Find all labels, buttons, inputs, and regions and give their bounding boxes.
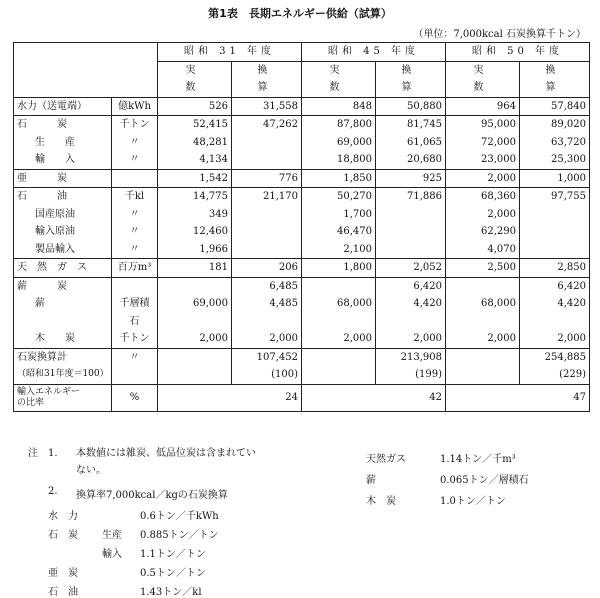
converted-45: 4,420 bbox=[376, 295, 446, 330]
table-row bbox=[14, 188, 590, 206]
conversion-sub: 輸入 bbox=[102, 549, 122, 560]
note-1-number: 注 1. bbox=[28, 448, 58, 459]
converted-45: 81,745 bbox=[376, 116, 446, 134]
row-label bbox=[14, 97, 112, 116]
conversion-sub: 生産 bbox=[102, 530, 122, 541]
note-1-text-cont: ない。 bbox=[76, 465, 106, 476]
row-label-text: 輸入原油 bbox=[35, 226, 75, 237]
actual-45: 1,800 bbox=[302, 259, 376, 278]
row-label bbox=[14, 259, 112, 278]
import-ratio-50: 47 bbox=[446, 384, 590, 411]
table-row bbox=[14, 169, 590, 188]
actual-50: 23,000 bbox=[446, 151, 520, 169]
actual-31: 69,000 bbox=[158, 295, 232, 330]
conversion-value: 0.5トン／トン bbox=[140, 568, 206, 579]
header-converted-45: 換 算 bbox=[376, 61, 446, 97]
energy-supply-table bbox=[13, 42, 600, 412]
conversion-name: 水 力 bbox=[48, 511, 78, 522]
actual-31: 1,542 bbox=[158, 169, 232, 188]
note-1-text: 本数値には雑炭、低品位炭は含まれてい bbox=[76, 448, 256, 459]
converted-31: 47,262 bbox=[232, 116, 302, 134]
row-unit: 〃 bbox=[112, 206, 158, 224]
note-2-text: 換算率7,000kcal／kgの石炭換算 bbox=[76, 490, 228, 501]
conversion-name: 石 油 bbox=[48, 587, 78, 598]
index-actual-31 bbox=[158, 366, 232, 384]
actual-50: 2,000 bbox=[446, 169, 520, 188]
converted-50 bbox=[520, 241, 590, 259]
converted-45: 925 bbox=[376, 169, 446, 188]
row-label bbox=[14, 330, 112, 348]
table-row bbox=[14, 116, 590, 134]
conversion-name: 亜 炭 bbox=[48, 568, 78, 579]
table-row bbox=[14, 206, 590, 224]
converted-31: 4,485 bbox=[232, 295, 302, 330]
actual-45: 46,470 bbox=[302, 223, 376, 241]
header-year-45: 昭和 45 年度 bbox=[302, 43, 446, 62]
row-label bbox=[14, 223, 112, 241]
import-ratio-label-2: の比率 bbox=[17, 397, 45, 408]
converted-50: 6,420 bbox=[520, 277, 590, 295]
actual-31: 4,134 bbox=[158, 151, 232, 169]
conversion-value: 1.1トン／トン bbox=[140, 549, 206, 560]
header-actual-45: 実 数 bbox=[302, 61, 376, 97]
actual-50: 68,360 bbox=[446, 188, 520, 206]
actual-31: 526 bbox=[158, 97, 232, 116]
index-label: （昭和31年度＝100） bbox=[14, 366, 112, 384]
actual-50: 2,500 bbox=[446, 259, 520, 278]
row-unit bbox=[112, 169, 158, 188]
import-ratio-row bbox=[14, 384, 590, 411]
row-unit: 〃 bbox=[112, 151, 158, 169]
actual-45: 848 bbox=[302, 97, 376, 116]
index-actual-45 bbox=[302, 366, 376, 384]
row-unit bbox=[112, 277, 158, 295]
actual-31: 52,415 bbox=[158, 116, 232, 134]
conversion-value: 0.6トン／千kWh bbox=[140, 511, 219, 522]
header-actual-50: 実 数 bbox=[446, 61, 520, 97]
actual-31: 48,281 bbox=[158, 134, 232, 152]
converted-31: 2,000 bbox=[232, 330, 302, 348]
converted-45: 20,680 bbox=[376, 151, 446, 169]
index-actual-50 bbox=[446, 366, 520, 384]
converted-45: 2,052 bbox=[376, 259, 446, 278]
row-unit: 千トン bbox=[112, 330, 158, 348]
row-label bbox=[14, 116, 112, 134]
actual-50: 964 bbox=[446, 97, 520, 116]
actual-50: 95,000 bbox=[446, 116, 520, 134]
import-ratio-31: 24 bbox=[158, 384, 302, 411]
actual-31: 1,966 bbox=[158, 241, 232, 259]
actual-31: 14,775 bbox=[158, 188, 232, 206]
total-converted-50: 254,885 bbox=[520, 348, 590, 366]
total-actual-31 bbox=[158, 348, 232, 366]
actual-31: 12,460 bbox=[158, 223, 232, 241]
actual-50 bbox=[446, 277, 520, 295]
actual-50: 62,290 bbox=[446, 223, 520, 241]
table-row bbox=[14, 277, 590, 295]
table-row bbox=[14, 295, 590, 330]
converted-45 bbox=[376, 241, 446, 259]
converted-31: 21,170 bbox=[232, 188, 302, 206]
converted-31: 31,558 bbox=[232, 97, 302, 116]
total-actual-50 bbox=[446, 348, 520, 366]
header-blank bbox=[14, 43, 158, 98]
conversion-name: 天然ガス bbox=[366, 454, 406, 465]
row-label-text: 石 炭 bbox=[17, 119, 67, 130]
row-label-text: 国産原油 bbox=[35, 208, 75, 220]
converted-31: 776 bbox=[232, 169, 302, 188]
table-row bbox=[14, 330, 590, 348]
converted-45 bbox=[376, 223, 446, 241]
actual-45: 2,100 bbox=[302, 241, 376, 259]
header-converted-50: 換 算 bbox=[520, 61, 590, 97]
conversion-value: 1.14トン／千m³ bbox=[440, 454, 516, 465]
total-actual-45 bbox=[302, 348, 376, 366]
row-label-text: 木 炭 bbox=[35, 333, 75, 344]
table-row bbox=[14, 259, 590, 278]
table-row bbox=[14, 134, 590, 152]
row-label-text: 薪 bbox=[35, 298, 45, 309]
row-unit: 〃 bbox=[112, 134, 158, 152]
index-45: (199) bbox=[376, 366, 446, 384]
row-label-text: 水力（送電端） bbox=[17, 100, 87, 112]
converted-45: 71,886 bbox=[376, 188, 446, 206]
note-2-number: 2. bbox=[48, 486, 58, 497]
row-unit: 百万m³ bbox=[112, 259, 158, 278]
actual-50: 2,000 bbox=[446, 330, 520, 348]
row-label-text: 生 産 bbox=[35, 136, 75, 148]
converted-31 bbox=[232, 206, 302, 224]
converted-45: 6,420 bbox=[376, 277, 446, 295]
header-actual-31: 実 数 bbox=[158, 61, 232, 97]
total-unit: 〃 bbox=[112, 348, 158, 366]
converted-50: 1,000 bbox=[520, 169, 590, 188]
index-row bbox=[14, 366, 590, 384]
import-ratio-unit: % bbox=[112, 384, 158, 411]
conversion-value: 1.0トン／トン bbox=[440, 496, 506, 507]
row-label-text: 輸 入 bbox=[35, 154, 75, 165]
conversion-value: 1.43トン／kl bbox=[140, 587, 202, 598]
actual-31 bbox=[158, 277, 232, 295]
row-unit: 〃 bbox=[112, 241, 158, 259]
row-unit: 〃 bbox=[112, 223, 158, 241]
table-row bbox=[14, 241, 590, 259]
conversion-value: 0.065トン／層積石 bbox=[440, 475, 529, 486]
actual-50: 2,000 bbox=[446, 206, 520, 224]
index-unit bbox=[112, 366, 158, 384]
actual-45: 1,850 bbox=[302, 169, 376, 188]
index-31: (100) bbox=[232, 366, 302, 384]
converted-50: 89,020 bbox=[520, 116, 590, 134]
actual-45: 2,000 bbox=[302, 330, 376, 348]
converted-50: 25,300 bbox=[520, 151, 590, 169]
conversion-name: 木 炭 bbox=[366, 496, 396, 507]
header-year-50: 昭和 50 年度 bbox=[446, 43, 590, 62]
converted-31 bbox=[232, 134, 302, 152]
actual-45: 69,000 bbox=[302, 134, 376, 152]
row-label bbox=[14, 169, 112, 188]
row-label-text: 石 油 bbox=[17, 191, 67, 202]
header-row-years bbox=[14, 43, 590, 62]
actual-31: 181 bbox=[158, 259, 232, 278]
table-row bbox=[14, 151, 590, 169]
converted-50: 57,840 bbox=[520, 97, 590, 116]
table-title: 第1表 長期エネルギー供給（試算） bbox=[208, 7, 392, 20]
converted-45 bbox=[376, 206, 446, 224]
actual-50: 4,070 bbox=[446, 241, 520, 259]
actual-45: 1,700 bbox=[302, 206, 376, 224]
actual-45: 68,000 bbox=[302, 295, 376, 330]
row-label bbox=[14, 206, 112, 224]
conversion-name: 薪 bbox=[366, 475, 376, 486]
total-row bbox=[14, 348, 590, 366]
index-50: (229) bbox=[520, 366, 590, 384]
actual-45: 18,800 bbox=[302, 151, 376, 169]
converted-31 bbox=[232, 223, 302, 241]
actual-45: 87,800 bbox=[302, 116, 376, 134]
conversion-name: 石 炭 bbox=[48, 530, 78, 541]
table-row bbox=[14, 97, 590, 116]
converted-45: 2,000 bbox=[376, 330, 446, 348]
row-unit: 億kWh bbox=[112, 97, 158, 116]
total-converted-45: 213,908 bbox=[376, 348, 446, 366]
header-converted-31: 換 算 bbox=[232, 61, 302, 97]
converted-31: 6,485 bbox=[232, 277, 302, 295]
row-label-text: 天 然 ガ ス bbox=[17, 262, 87, 273]
actual-31: 349 bbox=[158, 206, 232, 224]
table-row bbox=[14, 223, 590, 241]
converted-31 bbox=[232, 151, 302, 169]
converted-45: 61,065 bbox=[376, 134, 446, 152]
row-label bbox=[14, 188, 112, 206]
row-label bbox=[14, 241, 112, 259]
row-label-text: 製品輸入 bbox=[35, 243, 75, 255]
converted-50 bbox=[520, 223, 590, 241]
total-label: 石炭換算計 bbox=[14, 348, 112, 366]
converted-31 bbox=[232, 241, 302, 259]
import-ratio-label bbox=[14, 384, 112, 411]
row-unit: 千トン bbox=[112, 116, 158, 134]
converted-31: 206 bbox=[232, 259, 302, 278]
row-label bbox=[14, 151, 112, 169]
actual-31: 2,000 bbox=[158, 330, 232, 348]
row-label-text: 薪 炭 bbox=[17, 280, 67, 292]
converted-50: 4,420 bbox=[520, 295, 590, 330]
row-label bbox=[14, 277, 112, 295]
row-label bbox=[14, 295, 112, 330]
actual-45 bbox=[302, 277, 376, 295]
actual-45: 50,270 bbox=[302, 188, 376, 206]
converted-50: 2,850 bbox=[520, 259, 590, 278]
total-converted-31: 107,452 bbox=[232, 348, 302, 366]
converted-45: 50,880 bbox=[376, 97, 446, 116]
actual-50: 72,000 bbox=[446, 134, 520, 152]
converted-50 bbox=[520, 206, 590, 224]
row-unit: 千層積石 bbox=[112, 295, 158, 330]
actual-50: 68,000 bbox=[446, 295, 520, 330]
unit-note: （単位：7,000kcal 石炭換算千トン） bbox=[413, 29, 586, 40]
converted-50: 63,720 bbox=[520, 134, 590, 152]
header-year-31: 昭和 31 年度 bbox=[158, 43, 302, 62]
import-ratio-45: 42 bbox=[302, 384, 446, 411]
converted-50: 2,000 bbox=[520, 330, 590, 348]
row-unit: 千kl bbox=[112, 188, 158, 206]
row-label-text: 亜 炭 bbox=[17, 172, 67, 184]
conversion-value: 0.885トン／トン bbox=[140, 530, 219, 541]
row-label bbox=[14, 134, 112, 152]
import-ratio-label-1: 輸入エネルギー bbox=[17, 386, 81, 397]
converted-50: 97,755 bbox=[520, 188, 590, 206]
